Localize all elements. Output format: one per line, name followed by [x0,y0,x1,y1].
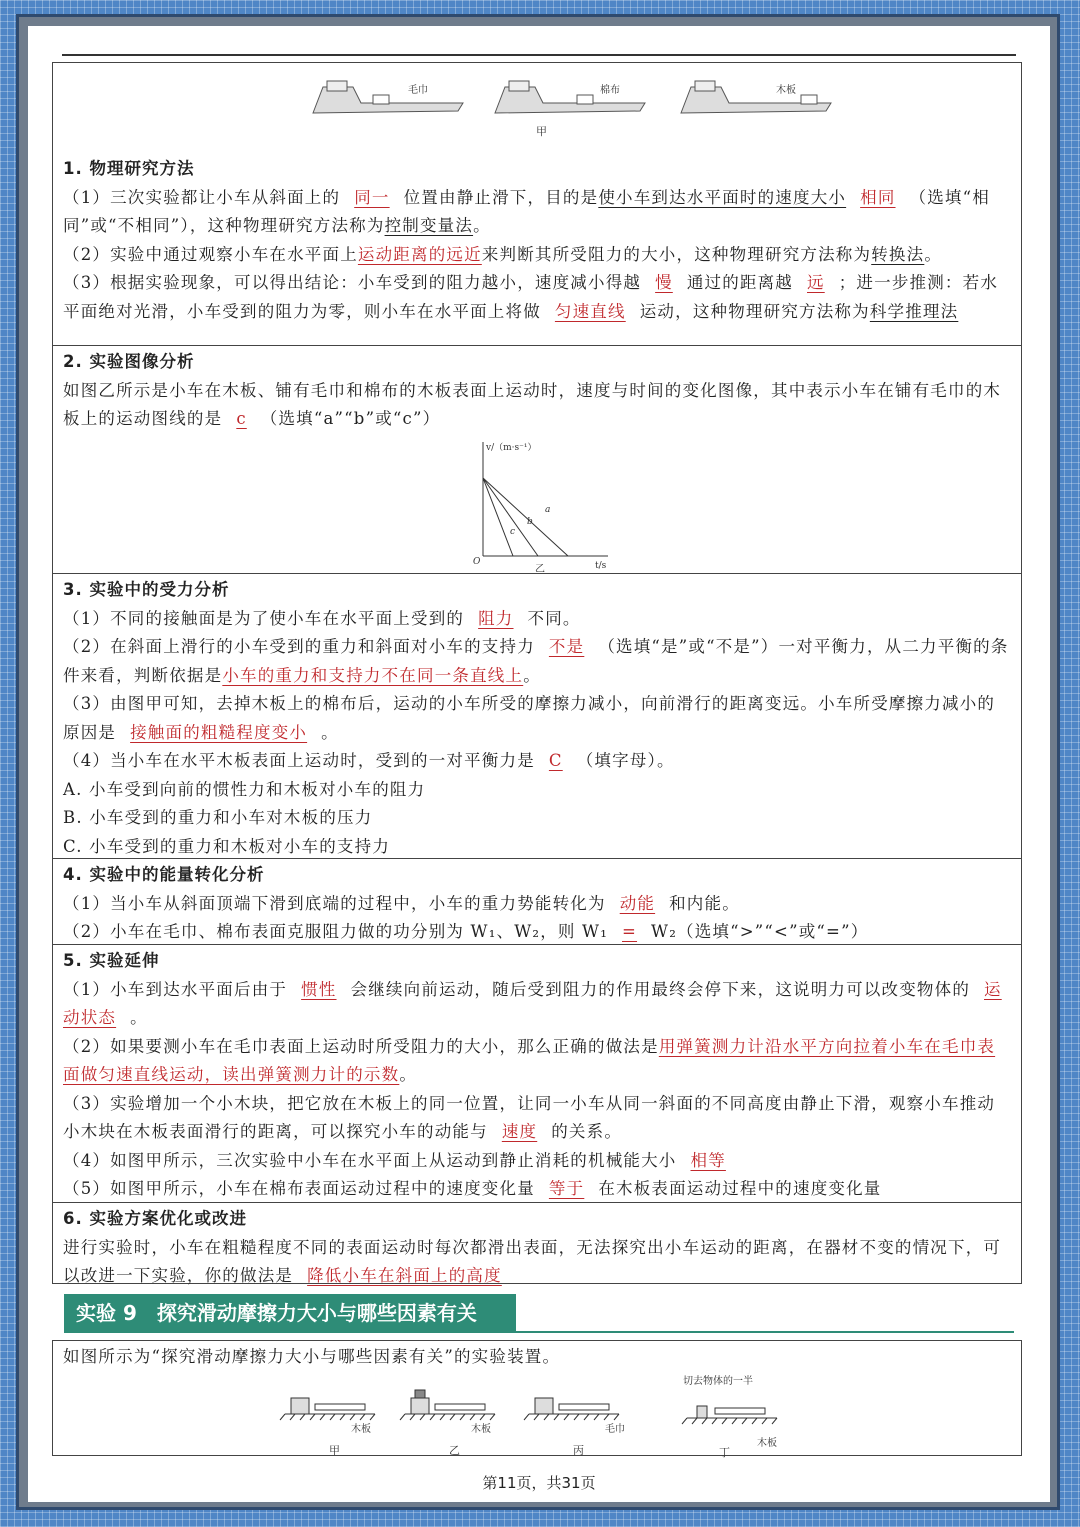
answer-s5-4: 速度 [501,1122,538,1141]
setup-yi [400,1390,495,1457]
answer-s4-2: = [622,922,638,941]
graph-origin: O [473,556,481,567]
fig-label-board: 木板 [776,85,796,96]
s1-q3: （3）根据实验现象，可以得出结论：小车受到的阻力越小，速度减小得越 慢 通过的距离越 远 ；进一步推测：若水平面绝对光滑，小车受到的阻力为零，则小车在水平面上将做 匀速直线 运动，这种物理研究方法称为科学推理法 [63,273,999,321]
svg-text:木板: 木板 [351,1423,371,1435]
answer-s1-3: 运动距离的远近 [357,244,482,264]
ramp-towel [313,81,463,113]
s3-option-b: B. 小车受到的重力和小车对木板的压力 [63,808,373,827]
answer-s1-4: 慢 [655,273,673,292]
section-2 [53,346,1021,574]
svg-text:丁: 丁 [719,1445,730,1458]
s1-q1: （1）三次实验都让小车从斜面上的 同一 位置由静止滑下，目的是使小车到达水平面时的速度大小 相同 （选填“相同”或“不相同”），这种物理研究方法称为控制变量法。 [63,187,990,235]
section-4-title: 4. 实验中的能量转化分析 [63,865,265,884]
s3-q4: （4）当小车在水平木板表面上运动时，受到的一对平衡力是 C （填字母）。 [63,751,675,770]
s5-q5: （5）如图甲所示，小车在棉布表面运动过程中的速度变化量 等于 在木板表面运动过程中的速度变化量 [63,1179,882,1198]
fig-label-cotton: 棉布 [600,85,620,96]
section-5 [53,945,1021,1203]
svg-text:毛巾: 毛巾 [605,1423,625,1435]
section-2-title: 2. 实验图像分析 [63,352,195,371]
s3-q2: （2）在斜面上滑行的小车受到的重力和斜面对小车的支持力 不是 （选填“是”或“不是”）一对平衡力，从二力平衡的条件来看，判断依据是小车的重力和支持力不在同一条直线上。 [63,637,1009,685]
fig-label-towel: 毛巾 [408,85,428,96]
setup-jia [280,1398,375,1457]
section-3-title: 3. 实验中的受力分析 [63,580,230,599]
s4-q1: （1）当小车从斜面顶端下滑到底端的过程中，小车的重力势能转化为 动能 和内能。 [63,893,740,913]
s3-option-a: A. 小车受到向前的惯性力和木板对小车的阻力 [63,779,426,799]
answer-s4-1: 动能 [619,893,656,913]
section-6 [53,1203,1021,1283]
answer-s6-1: 降低小车在斜面上的高度 [307,1266,502,1285]
experiment-9-rule [64,1331,1014,1333]
answer-s1-6: 匀速直线 [554,301,626,321]
answer-s3-1: 阻力 [478,608,514,628]
section-5-title: 5. 实验延伸 [63,951,160,970]
figure-jia [63,65,1011,155]
graph-xlabel: t/s [595,560,607,571]
graph-caption: 乙 [535,563,545,572]
s4-q2: （2）小车在毛巾、棉布表面克服阻力做的功分别为 W₁、W₂，则 W₁ = W₂（选填“>”“<”或“=”） [63,922,869,941]
answer-s3-4: 接触面的粗糙程度变小 [130,722,308,742]
answer-s5-5: 相等 [690,1150,726,1170]
s6-q: 进行实验时，小车在粗糙程度不同的表面运动时每次都滑出表面，无法探究出小车运动的距离，在器材不变的情况下，可以改进一下实验，你的做法是 降低小车在斜面上的高度 [63,1237,1002,1285]
section-3 [53,574,1021,859]
graph-line-a: a [545,504,551,515]
svg-text:切去物体的一半: 切去物体的一半 [683,1375,753,1387]
ramp-figures [63,65,1013,153]
s5-q3: （3）实验增加一个小木块，把它放在木板上的同一位置，让同一小车从同一斜面的不同高度由静止下滑，观察小车推动小木块在木板表面滑行的距离，可以探究小车的动能与 速度 的关系。 [63,1093,996,1141]
s3-q3: （3）由图甲可知，去掉木板上的棉布后，运动的小车所受的摩擦力减小，向前滑行的距离变远。小车所受摩擦力减小的原因是 接触面的粗糙程度变小 。 [63,694,996,742]
s5-q2: （2）如果要测小车在毛巾表面上运动时所受阻力的大小，那么正确的做法是用弹簧测力计沿水平方向拉着小车在毛巾表面做匀速直线运动，读出弹簧测力计的示数。 [63,1036,996,1084]
s3-q1: （1）不同的接触面是为了使小车在水平面上受到的 阻力 不同。 [63,608,581,628]
ramp-cotton [495,81,645,113]
answer-s3-2: 不是 [548,637,585,656]
header-rule [62,54,1016,56]
answer-s5-1: 惯性 [301,979,337,999]
experiment-9-intro: 如图所示为“探究滑动摩擦力大小与哪些因素有关”的实验装置。 [63,1347,561,1366]
answer-s5-6: 等于 [548,1179,585,1198]
experiment-9-box [52,1340,1022,1456]
s5-q1: （1）小车到达水平面后由于 惯性 会继续向前运动，随后受到阻力的作用最终会停下来，这说明力可以改变物体的 运动状态 。 [63,979,1002,1027]
s5-q4: （4）如图甲所示，三次实验中小车在水平面上从运动到静止消耗的机械能大小 相等 [63,1147,1011,1176]
svg-text:甲: 甲 [329,1443,340,1457]
page-number: 第11页，共31页 [482,1474,596,1492]
fig-caption-jia: 甲 [536,125,547,138]
answer-s1-5: 远 [807,273,825,292]
worksheet-page [28,26,1050,1502]
vt-graph [63,434,1013,572]
answer-s3-5: C [548,751,563,770]
section-4 [53,859,1021,945]
answer-s2-1: c [236,409,247,428]
answer-s5-2: 运动状态 [63,979,1002,1027]
friction-figures [53,1374,1021,1458]
svg-text:木板: 木板 [471,1423,491,1435]
section-1 [53,63,1021,346]
svg-text:乙: 乙 [449,1443,460,1457]
answer-s3-3: 小车的重力和支持力不在同一条直线上 [222,665,524,685]
svg-text:木板: 木板 [757,1437,777,1449]
graph-ylabel: v/（m·s⁻¹） [486,442,537,453]
answer-s1-1: 同一 [354,187,390,207]
s1-q2: （2）实验中通过观察小车在水平面上运动距离的远近来判断其所受阻力的大小，这种物理研究方法称为转换法。 [63,244,943,264]
answer-s1-2: 相同 [860,187,896,207]
setup-ding [682,1374,777,1458]
graph-line-b: b [527,516,533,527]
section-6-title: 6. 实验方案优化或改进 [63,1209,247,1228]
answer-s5-3: 用弹簧测力计沿水平方向拉着小车在毛巾表面做匀速直线运动，读出弹簧测力计的示数 [63,1036,996,1084]
svg-text:丙: 丙 [573,1443,584,1457]
graph-line-c: c [510,526,516,537]
section-1-title: 1. 物理研究方法 [63,159,195,178]
s2-q: 如图乙所示是小车在木板、铺有毛巾和棉布的木板表面上运动时，速度与时间的变化图像，其中表示小车在铺有毛巾的木板上的运动图线的是 c （选填“a”“b”或“c”） [63,380,1002,428]
experiment-9-title: 实验 9 探究滑动摩擦力大小与哪些因素有关 [64,1294,516,1332]
setup-bing [524,1398,625,1457]
ramp-board [681,81,831,113]
question-box [52,62,1022,1284]
s3-option-c: C. 小车受到的重力和木板对小车的支持力 [63,836,391,856]
